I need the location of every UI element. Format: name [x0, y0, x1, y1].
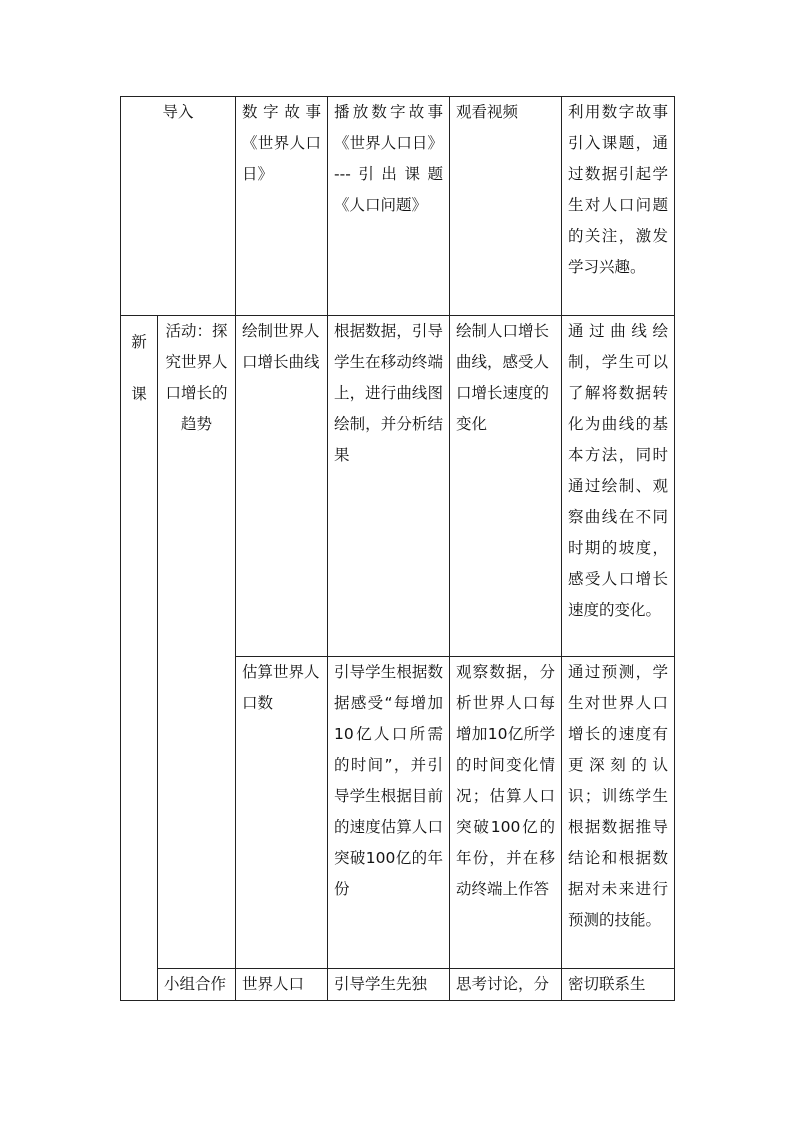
- cell-student-group: 思考讨论，分: [450, 969, 562, 1001]
- stage-new-lesson-label: 新课: [131, 333, 147, 403]
- cell-student-draw: 绘制人口增长曲线，感受人口增长速度的变化: [450, 316, 562, 657]
- cell-topic-intro: 数字故事《世界人口日》: [236, 97, 328, 316]
- cell-activity-group: 小组合作: [158, 969, 236, 1001]
- cell-stage-intro: 导入: [121, 97, 236, 316]
- cell-teacher-group: 引导学生先独: [328, 969, 450, 1001]
- cell-teacher-intro: 播放数字故事《世界人口日》---引出课题《人口问题》: [328, 97, 450, 316]
- table-row-intro: [121, 97, 675, 316]
- cell-activity-explore: 活动：探究世界人口增长的趋势: [158, 316, 236, 969]
- lesson-plan-table: [120, 96, 675, 1001]
- cell-teacher-estimate: 引导学生根据数据感受“每增加10亿人口所需的时间”，并引导学生根据目前的速度估算人口突破100亿的年份: [328, 657, 450, 969]
- cell-intent-intro: 利用数字故事引入课题，通过数据引起学生对人口问题的关注，激发学习兴趣。: [562, 97, 675, 316]
- cell-intent-group: 密切联系生: [562, 969, 675, 1001]
- cell-intent-estimate: 通过预测，学生对世界人口增长的速度有更深刻的认识；训练学生根据数据推导结论和根据数据对未来进行预测的技能。: [562, 657, 675, 969]
- cell-intent-draw: 通过曲线绘制，学生可以了解将数据转化为曲线的基本方法，同时通过绘制、观察曲线在不同时期的坡度，感受人口增长速度的变化。: [562, 316, 675, 657]
- table-row-group: [121, 969, 675, 1001]
- cell-topic-group: 世界人口: [236, 969, 328, 1001]
- table-row-draw: [121, 316, 675, 657]
- cell-student-estimate: 观察数据，分析世界人口每增加10亿所学的时间变化情况；估算人口突破100亿的年份，并在移动终端上作答: [450, 657, 562, 969]
- cell-stage-new-lesson: [121, 316, 158, 1001]
- cell-topic-estimate: 估算世界人口数: [236, 657, 328, 969]
- cell-topic-draw: 绘制世界人口增长曲线: [236, 316, 328, 657]
- cell-student-intro: 观看视频: [450, 97, 562, 316]
- cell-teacher-draw: 根据数据，引导学生在移动终端上，进行曲线图绘制，并分析结果: [328, 316, 450, 657]
